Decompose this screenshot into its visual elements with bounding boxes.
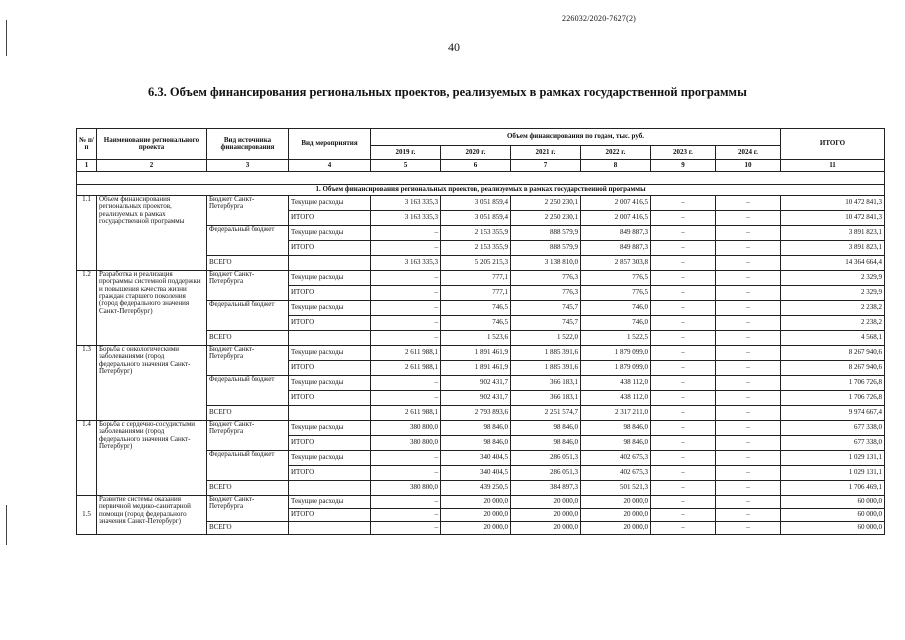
year-value: – xyxy=(716,226,781,241)
year-value: 438 112,0 xyxy=(581,391,651,406)
total-label: ВСЕГО xyxy=(207,331,289,346)
column-number: 7 xyxy=(511,160,581,172)
activity-empty xyxy=(289,481,371,496)
row-total-value: 8 267 940,6 xyxy=(781,361,885,376)
scan-margin-line xyxy=(6,20,7,56)
activity-current: Текущие расходы xyxy=(289,226,371,241)
year-value: 776,3 xyxy=(511,271,581,286)
year-value: – xyxy=(716,271,781,286)
year-value: 439 250,5 xyxy=(441,481,511,496)
year-value: 2 251 574,7 xyxy=(511,406,581,421)
year-value: – xyxy=(716,466,781,481)
row-total-value: 677 338,0 xyxy=(781,421,885,436)
year-value: – xyxy=(371,331,441,346)
table-row xyxy=(77,496,885,509)
financing-table xyxy=(76,128,885,535)
header-year: 2023 г. xyxy=(651,146,716,160)
year-value: 849 887,3 xyxy=(581,241,651,256)
activity-itogo: ИТОГО xyxy=(289,286,371,301)
project-number: 1.3 xyxy=(77,346,97,421)
source-budget: Бюджет Санкт-Петербурга xyxy=(207,196,289,226)
row-total-value: 3 891 823,1 xyxy=(781,226,885,241)
source-budget: Бюджет Санкт-Петербурга xyxy=(207,421,289,451)
year-value: 746,0 xyxy=(581,301,651,316)
header-year: 2022 г. xyxy=(581,146,651,160)
year-value: 1 885 391,6 xyxy=(511,346,581,361)
source-federal: Федеральный бюджет xyxy=(207,451,289,481)
year-value: – xyxy=(716,509,781,522)
year-value: – xyxy=(651,496,716,509)
year-value: – xyxy=(716,256,781,271)
year-value: 380 800,0 xyxy=(371,436,441,451)
year-value: 2 153 355,9 xyxy=(441,226,511,241)
year-value: – xyxy=(651,316,716,331)
year-value: – xyxy=(651,361,716,376)
table-row xyxy=(77,271,885,286)
year-value: 2 153 355,9 xyxy=(441,241,511,256)
year-value: 20 000,0 xyxy=(441,509,511,522)
year-value: – xyxy=(716,316,781,331)
year-value: 1 522,5 xyxy=(581,331,651,346)
year-value: – xyxy=(716,481,781,496)
total-label: ВСЕГО xyxy=(207,256,289,271)
year-value: 776,5 xyxy=(581,286,651,301)
activity-itogo: ИТОГО xyxy=(289,241,371,256)
activity-current: Текущие расходы xyxy=(289,271,371,286)
year-value: 98 846,0 xyxy=(581,436,651,451)
year-value: – xyxy=(651,301,716,316)
year-value: 746,5 xyxy=(441,316,511,331)
source-federal: Федеральный бюджет xyxy=(207,226,289,256)
year-value: – xyxy=(716,361,781,376)
year-value: 20 000,0 xyxy=(581,522,651,535)
year-value: 20 000,0 xyxy=(441,496,511,509)
year-value: 3 163 335,3 xyxy=(371,256,441,271)
header-volume: Объем финансирования по годам, тыс. руб. xyxy=(371,129,781,146)
row-total-value: 60 000,0 xyxy=(781,509,885,522)
year-value: 340 404,5 xyxy=(441,466,511,481)
year-value: – xyxy=(371,316,441,331)
project-name: Разработка и реализация программы системной поддержки и повышения качества жизни граждан старшего поколения (город федерального значения Санкт-Петербург) xyxy=(97,271,207,346)
year-value: – xyxy=(371,286,441,301)
row-total-value: 677 338,0 xyxy=(781,436,885,451)
column-number: 6 xyxy=(441,160,511,172)
year-value: – xyxy=(716,376,781,391)
year-value: – xyxy=(651,436,716,451)
year-value: 1 891 461,9 xyxy=(441,361,511,376)
year-value: – xyxy=(651,406,716,421)
column-numbers-row xyxy=(77,160,885,172)
year-value: 1 523,6 xyxy=(441,331,511,346)
header-activity: Вид мероприятия xyxy=(289,129,371,160)
section-row xyxy=(77,185,885,196)
row-total-value: 1 706 469,1 xyxy=(781,481,885,496)
year-value: 366 183,1 xyxy=(511,391,581,406)
year-value: – xyxy=(371,226,441,241)
year-value: 340 404,5 xyxy=(441,451,511,466)
year-value: 98 846,0 xyxy=(581,421,651,436)
activity-itogo: ИТОГО xyxy=(289,509,371,522)
year-value: – xyxy=(716,406,781,421)
activity-itogo: ИТОГО xyxy=(289,211,371,226)
year-value: 20 000,0 xyxy=(581,496,651,509)
row-total-value: 60 000,0 xyxy=(781,496,885,509)
year-value: 20 000,0 xyxy=(511,522,581,535)
year-value: 501 521,3 xyxy=(581,481,651,496)
header-source: Вид источника финансирования xyxy=(207,129,289,160)
year-value: 2 007 416,5 xyxy=(581,196,651,211)
year-value: 380 800,0 xyxy=(371,421,441,436)
year-value: – xyxy=(651,346,716,361)
total-label: ВСЕГО xyxy=(207,481,289,496)
year-value: – xyxy=(651,211,716,226)
row-total-value: 9 974 667,4 xyxy=(781,406,885,421)
year-value: 2 611 988,1 xyxy=(371,346,441,361)
project-number: 1.1 xyxy=(77,196,97,271)
year-value: – xyxy=(716,331,781,346)
year-value: 20 000,0 xyxy=(511,509,581,522)
year-value: 1 522,0 xyxy=(511,331,581,346)
column-number: 11 xyxy=(781,160,885,172)
year-value: 380 800,0 xyxy=(371,481,441,496)
year-value: – xyxy=(716,391,781,406)
row-total-value: 1 029 131,1 xyxy=(781,466,885,481)
activity-current: Текущие расходы xyxy=(289,301,371,316)
year-value: – xyxy=(716,522,781,535)
activity-empty xyxy=(289,522,371,535)
row-total-value: 14 364 664,4 xyxy=(781,256,885,271)
column-number: 5 xyxy=(371,160,441,172)
spacer-cell xyxy=(77,172,885,185)
section-heading: 1. Объем финансирования региональных проектов, реализуемых в рамках государственной программы xyxy=(77,185,885,196)
activity-current: Текущие расходы xyxy=(289,451,371,466)
year-value: 402 675,3 xyxy=(581,466,651,481)
project-name: Объем финансирования региональных проектов, реализуемых в рамках государственной программы xyxy=(97,196,207,271)
table-row xyxy=(77,196,885,211)
year-value: 776,3 xyxy=(511,286,581,301)
year-value: – xyxy=(371,391,441,406)
project-number: 1.5 xyxy=(77,496,97,535)
column-number: 10 xyxy=(716,160,781,172)
activity-itogo: ИТОГО xyxy=(289,361,371,376)
year-value: 745,7 xyxy=(511,316,581,331)
year-value: 902 431,7 xyxy=(441,391,511,406)
activity-current: Текущие расходы xyxy=(289,196,371,211)
project-number: 1.4 xyxy=(77,421,97,496)
spacer-row xyxy=(77,172,885,185)
year-value: – xyxy=(371,509,441,522)
year-value: – xyxy=(716,211,781,226)
page-number: 40 xyxy=(448,40,460,54)
year-value: 286 051,3 xyxy=(511,451,581,466)
activity-empty xyxy=(289,406,371,421)
year-value: 3 163 335,3 xyxy=(371,211,441,226)
year-value: – xyxy=(651,226,716,241)
year-value: – xyxy=(371,376,441,391)
year-value: – xyxy=(651,466,716,481)
year-value: 2 857 303,8 xyxy=(581,256,651,271)
year-value: 849 887,3 xyxy=(581,226,651,241)
year-value: 20 000,0 xyxy=(441,522,511,535)
project-number: 1.2 xyxy=(77,271,97,346)
year-value: 2 611 988,1 xyxy=(371,406,441,421)
row-total-value: 60 000,0 xyxy=(781,522,885,535)
row-total-value: 10 472 841,3 xyxy=(781,211,885,226)
header-num: № п/п xyxy=(77,129,97,160)
project-name: Развитие системы оказания первичной медико-санитарной помощи (город федерального значения Санкт-Петербург) xyxy=(97,496,207,535)
row-total-value: 2 238,2 xyxy=(781,316,885,331)
year-value: 888 579,9 xyxy=(511,241,581,256)
row-total-value: 10 472 841,3 xyxy=(781,196,885,211)
year-value: 746,0 xyxy=(581,316,651,331)
year-value: – xyxy=(651,509,716,522)
row-total-value: 2 329,9 xyxy=(781,286,885,301)
year-value: 20 000,0 xyxy=(511,496,581,509)
activity-itogo: ИТОГО xyxy=(289,466,371,481)
year-value: 745,7 xyxy=(511,301,581,316)
year-value: – xyxy=(651,196,716,211)
year-value: – xyxy=(651,331,716,346)
row-total-value: 8 267 940,6 xyxy=(781,346,885,361)
activity-current: Текущие расходы xyxy=(289,421,371,436)
year-value: – xyxy=(716,436,781,451)
header-year: 2024 г. xyxy=(716,146,781,160)
year-value: – xyxy=(371,522,441,535)
year-value: 2 250 230,1 xyxy=(511,196,581,211)
scan-margin-line xyxy=(6,505,7,545)
year-value: 2 250 230,1 xyxy=(511,211,581,226)
row-total-value: 2 238,2 xyxy=(781,301,885,316)
source-federal: Федеральный бюджет xyxy=(207,301,289,331)
project-name: Борьба с онкологическими заболеваниями (город федерального значения Санкт-Петербург) xyxy=(97,346,207,421)
column-number: 1 xyxy=(77,160,97,172)
source-budget: Бюджет Санкт-Петербурга xyxy=(207,496,289,522)
year-value: – xyxy=(651,391,716,406)
year-value: 746,5 xyxy=(441,301,511,316)
year-value: – xyxy=(651,451,716,466)
header-total: ИТОГО xyxy=(781,129,885,160)
year-value: – xyxy=(651,271,716,286)
year-value: – xyxy=(716,421,781,436)
year-value: – xyxy=(651,481,716,496)
header-year: 2021 г. xyxy=(511,146,581,160)
year-value: 902 431,7 xyxy=(441,376,511,391)
year-value: – xyxy=(651,286,716,301)
activity-empty xyxy=(289,256,371,271)
year-value: – xyxy=(371,466,441,481)
year-value: 98 846,0 xyxy=(441,436,511,451)
header-year: 2019 г. xyxy=(371,146,441,160)
year-value: 1 879 099,0 xyxy=(581,346,651,361)
header-year: 2020 г. xyxy=(441,146,511,160)
column-number: 8 xyxy=(581,160,651,172)
activity-current: Текущие расходы xyxy=(289,346,371,361)
year-value: 286 051,3 xyxy=(511,466,581,481)
row-total-value: 1 029 131,1 xyxy=(781,451,885,466)
table-row xyxy=(77,346,885,361)
year-value: – xyxy=(371,241,441,256)
year-value: 384 897,3 xyxy=(511,481,581,496)
source-budget: Бюджет Санкт-Петербурга xyxy=(207,271,289,301)
column-number: 9 xyxy=(651,160,716,172)
header-name: Наименование регионального проекта xyxy=(97,129,207,160)
year-value: – xyxy=(716,301,781,316)
activity-current: Текущие расходы xyxy=(289,496,371,509)
row-total-value: 2 329,9 xyxy=(781,271,885,286)
year-value: – xyxy=(651,256,716,271)
year-value: 98 846,0 xyxy=(511,436,581,451)
year-value: 2 611 988,1 xyxy=(371,361,441,376)
year-value: 438 112,0 xyxy=(581,376,651,391)
year-value: 777,1 xyxy=(441,271,511,286)
year-value: – xyxy=(371,451,441,466)
column-number: 2 xyxy=(97,160,207,172)
year-value: 1 879 099,0 xyxy=(581,361,651,376)
table-row xyxy=(77,421,885,436)
year-value: – xyxy=(716,451,781,466)
column-number: 3 xyxy=(207,160,289,172)
year-value: 777,1 xyxy=(441,286,511,301)
year-value: – xyxy=(716,196,781,211)
year-value: 1 891 461,9 xyxy=(441,346,511,361)
source-federal: Федеральный бюджет xyxy=(207,376,289,406)
year-value: – xyxy=(371,301,441,316)
year-value: 1 885 391,6 xyxy=(511,361,581,376)
activity-current: Текущие расходы xyxy=(289,376,371,391)
activity-itogo: ИТОГО xyxy=(289,316,371,331)
activity-itogo: ИТОГО xyxy=(289,436,371,451)
year-value: 3 138 810,0 xyxy=(511,256,581,271)
financing-table-wrapper xyxy=(76,128,884,535)
year-value: 20 000,0 xyxy=(581,509,651,522)
year-value: 3 051 859,4 xyxy=(441,196,511,211)
activity-empty xyxy=(289,331,371,346)
year-value: – xyxy=(716,346,781,361)
project-name: Борьба с сердечно-сосудистыми заболеваниями (город федерального значения Санкт-Петербург) xyxy=(97,421,207,496)
year-value: 2 007 416,5 xyxy=(581,211,651,226)
year-value: 2 793 893,6 xyxy=(441,406,511,421)
total-label: ВСЕГО xyxy=(207,522,289,535)
activity-itogo: ИТОГО xyxy=(289,391,371,406)
year-value: 3 051 859,4 xyxy=(441,211,511,226)
row-total-value: 1 706 726,8 xyxy=(781,376,885,391)
year-value: 98 846,0 xyxy=(511,421,581,436)
year-value: – xyxy=(371,496,441,509)
year-value: – xyxy=(651,421,716,436)
year-value: 5 205 215,3 xyxy=(441,256,511,271)
document-number: 226032/2020-7627(2) xyxy=(562,14,637,23)
year-value: 2 317 211,0 xyxy=(581,406,651,421)
year-value: – xyxy=(371,271,441,286)
section-title: 6.3. Объем финансирования региональных проектов, реализуемых в рамках государственной программы xyxy=(148,85,747,99)
year-value: – xyxy=(716,496,781,509)
year-value: 888 579,9 xyxy=(511,226,581,241)
row-total-value: 4 568,1 xyxy=(781,331,885,346)
row-total-value: 3 891 823,1 xyxy=(781,241,885,256)
year-value: – xyxy=(716,241,781,256)
year-value: 3 163 335,3 xyxy=(371,196,441,211)
year-value: 402 675,3 xyxy=(581,451,651,466)
total-label: ВСЕГО xyxy=(207,406,289,421)
year-value: – xyxy=(716,286,781,301)
year-value: – xyxy=(651,522,716,535)
year-value: 776,5 xyxy=(581,271,651,286)
year-value: – xyxy=(651,376,716,391)
column-number: 4 xyxy=(289,160,371,172)
year-value: 98 846,0 xyxy=(441,421,511,436)
row-total-value: 1 706 726,8 xyxy=(781,391,885,406)
source-budget: Бюджет Санкт-Петербурга xyxy=(207,346,289,376)
year-value: 366 183,1 xyxy=(511,376,581,391)
year-value: – xyxy=(651,241,716,256)
